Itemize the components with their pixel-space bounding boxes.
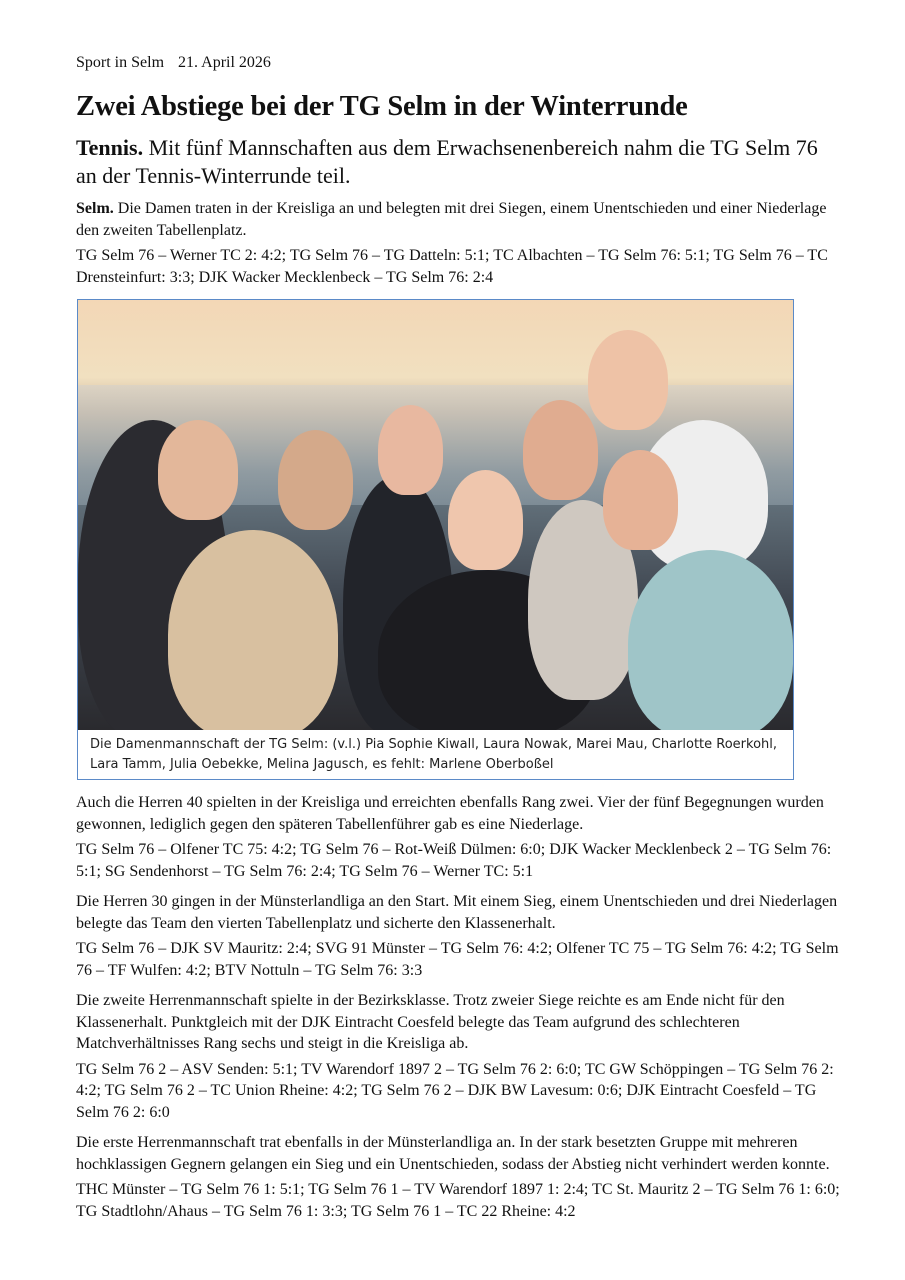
section-herren1-text: Die erste Herrenmannschaft trat ebenfalls in der Münsterlandliga an. In der stark besetzten Gruppe mit mehreren hochklassigen Gegnern gelangen ein Sieg und ein Unentschieden, sodass der Abstieg nicht verhindert werden konnte. (76, 1134, 830, 1173)
dateline: Selm. (76, 200, 114, 217)
section-herren40-text: Auch die Herren 40 spielten in der Kreisliga und erreichten ebenfalls Rang zwei. Vier der fünf Begegnungen wurden gewonnen, lediglich gegen den späteren Tabellenführer gab es eine Niederlage. (76, 794, 824, 833)
photo-caption: Die Damenmannschaft der TG Selm: (v.l.) Pia Sophie Kiwall, Laura Nowak, Marei Mau, Charlotte Roerkohl, Lara Tamm, Julia Oebekke, Melina Jagusch, es fehlt: Marlene Oberboßel (78, 730, 793, 779)
section-herren30-text: Die Herren 30 gingen in der Münsterlandliga an den Start. Mit einem Sieg, einem Unentschieden und drei Niederlagen belegte das Team den vierten Tabellenplatz und sicherte den Klassenerhalt. (76, 893, 838, 932)
article-lead (76, 134, 841, 190)
lead-kicker: Tennis. (76, 135, 144, 160)
section-herren30-results: TG Selm 76 – DJK SV Mauritz: 2:4; SVG 91 Münster – TG Selm 76: 4:2; Olfener TC 75 – TG Selm 76: 4:2; TG Selm 76 – TF Wulfen: 4:2; BTV Nottuln – TG Selm 76: 3:3 (76, 940, 839, 979)
section-label: Sport in Selm (76, 54, 165, 71)
intro-paragraph (76, 198, 841, 241)
article (76, 52, 841, 1222)
article-meta (76, 52, 841, 74)
team-photo-figure (77, 299, 794, 780)
section-herren2-text: Die zweite Herrenmannschaft spielte in der Bezirksklasse. Trotz zweier Siege reichte es am Ende nicht für den Klassenerhalt. Punktgleich mit der DJK Eintracht Coesfeld belegte das Team aufgrund des schlechteren Matchverhältnisses Rang sechs und steigt in die Kreisliga ab. (76, 992, 785, 1052)
results-damen: TG Selm 76 – Werner TC 2: 4:2; TG Selm 76 – TG Datteln: 5:1; TC Albachten – TG Selm 76: 5:1; TG Selm 76 – TC Drensteinfurt: 3:3; DJK Wacker Mecklenbeck – TG Selm 76: 2:4 (76, 247, 828, 286)
team-photo (78, 300, 793, 730)
publish-date: 21. April 2026 (178, 54, 271, 71)
section-herren2-results: TG Selm 76 2 – ASV Senden: 5:1; TV Warendorf 1897 2 – TG Selm 76 2: 6:0; TC GW Schöppingen – TG Selm 76 2: 4:2; TG Selm 76 2 – TC Union Rheine: 4:2; TG Selm 76 2 – DJK BW Lavesum: 0:6; DJK Eintracht Coesfeld – TG Selm 76 2: 6:0 (76, 1060, 834, 1121)
intro-text: Die Damen traten in der Kreisliga an und belegten mit drei Siegen, einem Unentschieden und einer Niederlage den zweiten Tabellenplatz. (76, 200, 827, 239)
section-herren1-results: THC Münster – TG Selm 76 1: 5:1; TG Selm 76 1 – TV Warendorf 1897 1: 2:4; TC St. Mauritz 2 – TG Selm 76 1: 6:0; TG Stadtlohn/Ahaus – TG Selm 76 1: 3:3; TG Selm 76 1 – TC 22 Rheine: 4:2 (76, 1181, 840, 1220)
article-title: Zwei Abstiege bei der TG Selm in der Winterrunde (76, 91, 688, 122)
section-herren40-results: TG Selm 76 – Olfener TC 75: 4:2; TG Selm 76 – Rot-Weiß Dülmen: 6:0; DJK Wacker Mecklenbeck 2 – TG Selm 76: 5:1; SG Sendenhorst – TG Selm 76: 2:4; TG Selm 76 – Werner TC: 5:1 (76, 841, 832, 880)
lead-text: Mit fünf Mannschaften aus dem Erwachsenenbereich nahm die TG Selm 76 an der Tennis-Winterrunde teil. (76, 135, 818, 188)
